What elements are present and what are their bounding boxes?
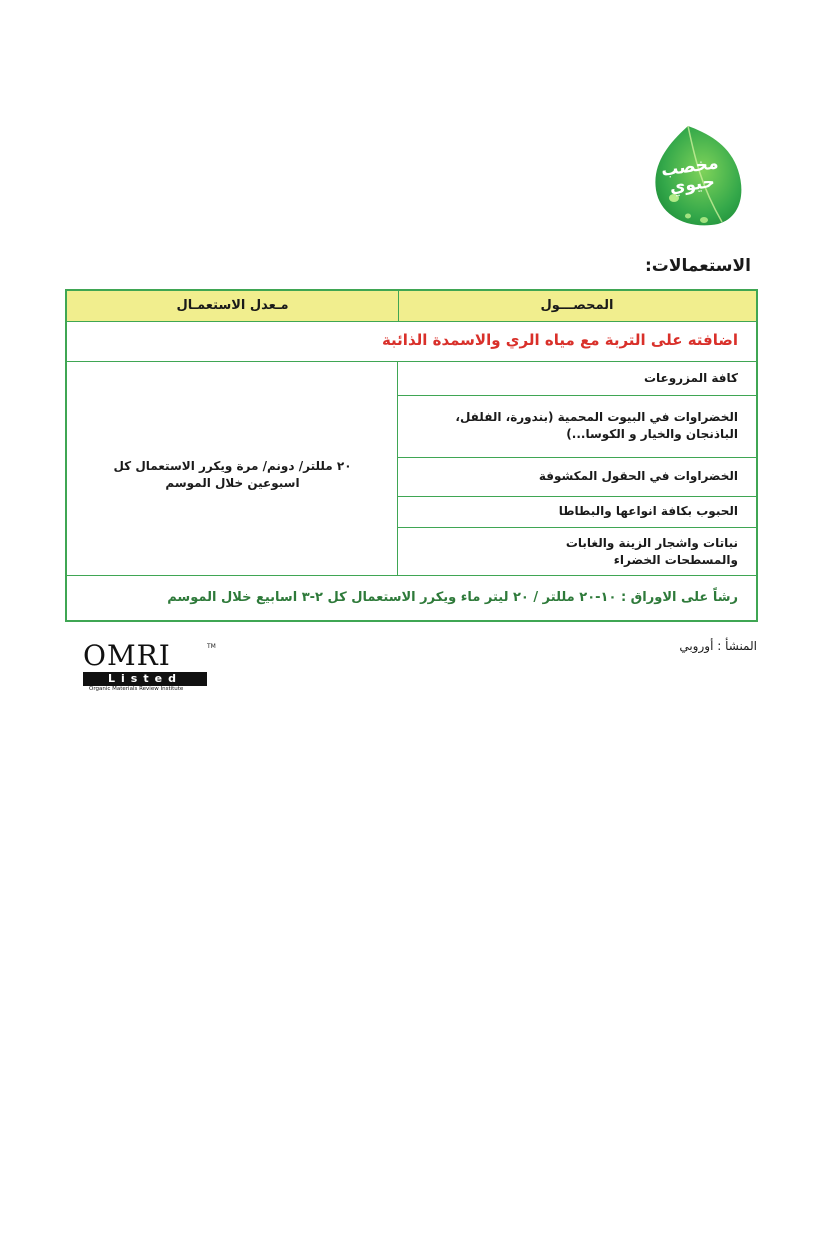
crop-text: الخضراوات في البيوت المحمية (بندورة، الفلفل، الباذنجان والخيار و الكوسا...) xyxy=(455,410,738,441)
crop-text: كافة المزروعات xyxy=(643,371,738,385)
foliar-application-text: رشاً على الاوراق : ١٠-٢٠ مللتر / ٢٠ ليتر ماء ويكرر الاستعمال كل ٢-٣ اسابيع خلال الموسم xyxy=(167,590,738,605)
omri-listed-text: Listed xyxy=(108,672,182,685)
origin-text: المنشأ : أوروبي xyxy=(679,639,757,653)
omri-trademark: TM xyxy=(207,643,216,650)
table-header xyxy=(67,291,756,322)
header-divider xyxy=(398,291,399,321)
table-row xyxy=(398,497,756,528)
table-row xyxy=(398,458,756,497)
usage-table xyxy=(65,289,758,622)
omri-wordmark: OMRI xyxy=(83,639,171,672)
table-row xyxy=(398,528,756,575)
crop-text: الخضراوات في الحقول المكشوفة xyxy=(538,469,738,483)
foliar-application-row xyxy=(67,575,756,621)
rate-text: ٢٠ مللتر/ دونم/ مرة ويكرر الاستعمال كل اسبوعين خلال الموسم xyxy=(113,459,352,490)
soil-application-text: اضافته على التربة مع مياه الري والاسمدة الذائبة xyxy=(381,331,738,349)
crop-column-header: المحصـــول xyxy=(540,298,614,313)
omri-subtitle: Organic Materials Review Institute xyxy=(89,686,184,692)
badge-text: مخصب حيوي xyxy=(659,153,720,198)
table-row xyxy=(398,362,756,396)
crop-text: نباتات واشجار الزينة والغابات والمسطحات الخضراء xyxy=(565,536,738,567)
soil-application-row xyxy=(67,322,756,362)
omri-listed-logo xyxy=(83,641,218,695)
table-row xyxy=(398,396,756,458)
crop-text: الحبوب بكافة انواعها والبطاطا xyxy=(558,504,738,518)
rate-column-header: مـعدل الاستعمـال xyxy=(176,298,289,313)
usage-heading: الاستعمالات: xyxy=(644,256,751,276)
